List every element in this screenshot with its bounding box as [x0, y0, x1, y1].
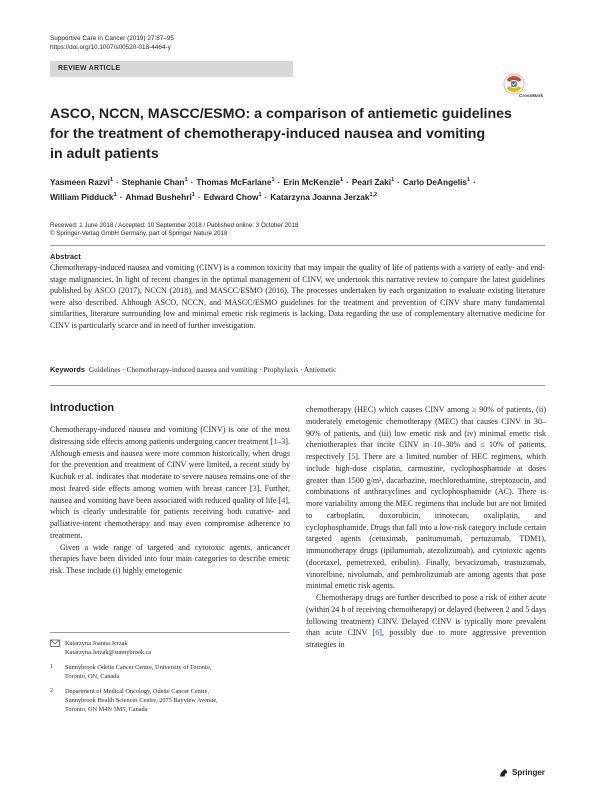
affiliation-text: Sunnybrook Health Sciences Centre, 2075 Bayview Avenue, [65, 697, 218, 704]
title-line-2: for the treatment of chemotherapy-induced nausea and vomiting [50, 126, 486, 142]
affiliation-2 [50, 687, 290, 714]
citation-link[interactable]: 6 [375, 628, 380, 638]
title-line-3: in adult patients [50, 146, 159, 162]
affiliation-mark: 1 [50, 664, 53, 670]
author-name[interactable]: Yasmeen Razvi [50, 176, 110, 187]
paragraph: Chemotherapy drugs are further described to pose a risk of either acute (within 24 h of receiving chemotherapy) or delayed (between 2 and 5 days following treatment) CINV. Delayed CINV is typically more prevalent than acute CINV [6], possibly due to more aggressive prevention strategies in [306, 593, 546, 649]
author-separator: · [277, 176, 281, 187]
section-heading-introduction: Introduction [50, 402, 115, 414]
citation-link[interactable]: 3 [252, 483, 257, 493]
author-separator: · [190, 176, 194, 187]
author-affiliation: 1 [391, 177, 395, 183]
author-name[interactable]: Carlo DeAngelis [402, 176, 467, 187]
author-affiliation: 1 [184, 177, 188, 183]
author-separator: · [473, 176, 476, 187]
abstract-text: Chemotherapy-induced nausea and vomiting (CINV) is a common toxicity that may impair the quality of life of patients with a variety of early- and end-stage malignancies. In light of recent changes in the optimal management of CINV, we undertook this narrative review to compare the latest guidelines published by ASCO (2017), NCCN (2018), and MASCC/ESMO (2016). The processes undertaken by each organization to evaluate existing literature were also described. Although ASCO, NCCN, and MASCC/ESMO guidelines for the treatment and prevention of CINV share many fundamental similarities, literature surrounding low and minimal emetic risk regimens is lacking. Data regarding the use of complementary alternative medicine for CINV is particularly scarce and in need of further investigation. [50, 263, 545, 330]
author-separator: · [116, 176, 119, 187]
body-column-left [50, 424, 290, 577]
author-affiliation: 1 [109, 177, 114, 183]
body-column-right [306, 404, 546, 651]
affiliation-text: Toronto, ON, Canada [65, 673, 120, 680]
author-name[interactable]: Pearl Zaki [351, 176, 392, 187]
citation-link[interactable]: 1 [273, 436, 278, 446]
paragraph: Given a wide range of targeted and cytotoxic agents, anticancer therapies have been divided into four main categories to describe emetic risk. These include (i) highly emetogenic [50, 542, 290, 575]
author-separator: · [397, 176, 400, 187]
article-type-label: REVIEW ARTICLE [58, 65, 121, 72]
author-affiliation: 1 [113, 191, 117, 198]
author-name[interactable]: Edward Chow [203, 191, 259, 202]
publisher-name: Springer [512, 767, 545, 777]
author-line-2 [50, 189, 550, 204]
publication-dates: Received: 1 June 2018 / Accepted: 10 September 2018 / Published online: 3 October 2018 [50, 222, 299, 229]
citation-link[interactable]: 4 [281, 495, 286, 505]
affiliation-1 [50, 663, 290, 681]
keywords-text: Guidelines · Chemotherapy-induced nausea and vomiting · Prophylaxis · Antiemetic [88, 365, 337, 374]
contact-footnote [50, 639, 290, 657]
affiliation-text: Department of Medical Oncology, Odette Cancer Centre, [65, 688, 210, 695]
footnote-divider [50, 632, 290, 633]
keywords [50, 365, 545, 375]
footnotes [50, 639, 290, 720]
paragraph: Chemotherapy-induced nausea and vomiting (CINV) is one of the most distressing side effects among patients undergoing cancer treatment [1–3]. Although emesis and nausea were more common historically, when drugs for the prevention and treatment of CINV were limited, a recent study by Kuchuk et al. indicates that moderate to severe nausea remains one of the most feared side effects among women with breast cancer [3]. Further, nausea and vomiting have been associated with reduced quality of life [4], which is clearly undesirable for patients receiving both curative- and palliative-intent chemotherapy and may even compromise adherence to treatment. [50, 425, 290, 540]
author-list [50, 174, 550, 204]
copyright-notice: © Springer-Verlag GmbH Germany, part of Springer Nature 2018 [50, 230, 228, 237]
crossmark-label: CrossMark [519, 93, 544, 98]
author-name[interactable]: William Pidduck [50, 191, 114, 202]
affiliation-mark: 2 [50, 688, 53, 694]
article-type-band [50, 61, 293, 77]
author-separator: · [119, 191, 123, 202]
divider-bottom [50, 385, 545, 386]
author-affiliation: 1 [191, 191, 195, 198]
abstract-heading: Abstract [50, 252, 81, 261]
title-line-1: ASCO, NCCN, MASCC/ESMO: a comparison of antiemetic guidelines [50, 106, 512, 122]
publisher-logo [498, 766, 545, 778]
citation-link[interactable]: 5 [351, 452, 356, 461]
contact-email[interactable]: Katarzyna.Jerzak@sunnybrook.ca [65, 649, 152, 656]
author-affiliation: 1 [271, 177, 275, 183]
affiliation-text: Toronto, ON M4N 3M5, Canada [65, 706, 148, 713]
journal-citation [50, 34, 174, 52]
author-name[interactable]: Erin McKenzie [283, 176, 341, 187]
author-separator: · [346, 176, 349, 187]
keywords-label: Keywords [50, 365, 85, 374]
author-affiliation: 1 [467, 177, 471, 183]
citation-link[interactable]: 3 [281, 436, 286, 446]
springer-horse-icon [498, 767, 509, 778]
envelope-icon [50, 639, 65, 648]
author-name[interactable]: Ahmad Bushehri [125, 191, 192, 202]
affiliation-text: Sunnybrook Odette Cancer Centre, University of Toronto, [65, 664, 212, 671]
author-line-1 [50, 174, 550, 189]
divider-top [50, 245, 545, 246]
author-affiliation: 1 [340, 177, 344, 183]
article-title [50, 104, 520, 164]
doi-link[interactable]: https://doi.org/10.1007/s00520-018-4464-y [50, 44, 171, 51]
contact-name: Katarzyna Joanna Jerzak [65, 640, 128, 647]
author-name[interactable]: Thomas McFarlane [196, 176, 272, 187]
paragraph: chemotherapy (HEC) which causes CINV among ≥ 90% of patients, (ii) moderately emetogenic chemotherapy (MEC) that causes CINV in 30–90% of patients, and (iii) low emetic risk and (iv) minimal emetic risk chemotherapies that incite CINV in 10–30% and ≤ 10% of patients, respectively [5]. There are a limited number of HEC regimens, which include high-dose cisplatin, carmustine, cyclophosphamide at doses greater than 1500 g/m², dacarbazine, mechlorethamine, streptozocin, and combinations of anthracyclines and cyclophosphamide (AC). There is more variability among the MEC regimens that include but are not limited to carboplatin, doxorubicin, irinotecan, oxaliplatin, and cyclophosphamide. Drugs that fall into a low-risk category include certain targeted agents (cetuximab, panitumumab, pertuzumab, TDM1), immunotherapy drugs (ipilumumab, atezolizumab), and cytotoxic agents (docetaxel, pemetrexed, eribulin). Finally, bevacizumab, trastuzumab, vinorelbine, nivolumab, and pembrolizumab are among agents that pose minimal emetic risk agents. [306, 405, 547, 591]
author-separator: · [264, 191, 268, 202]
author-separator: · [197, 191, 201, 202]
journal-name: Supportive Care in Cancer (2019) 27:87–95 [50, 35, 174, 42]
author-affiliation: 1 [258, 191, 262, 198]
author-name[interactable]: Katarzyna Joanna Jerzak [270, 191, 370, 202]
author-name[interactable]: Stephanie Chan [121, 176, 185, 187]
author-affiliation: 1,2 [369, 191, 378, 198]
